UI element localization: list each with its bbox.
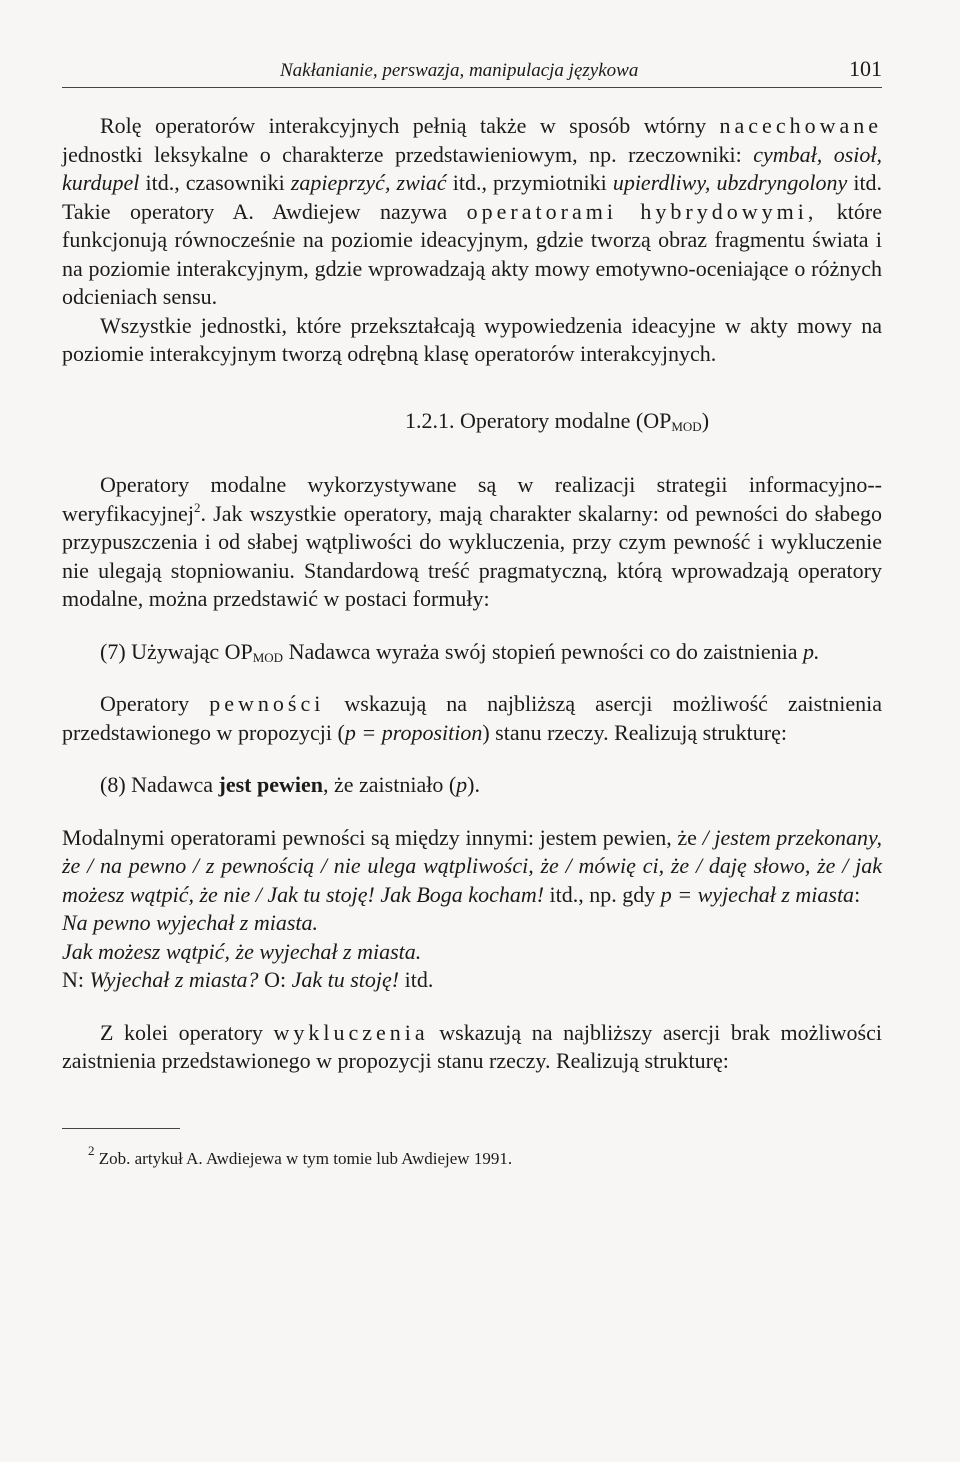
text-run: Operatory bbox=[100, 691, 190, 716]
italic-example: upierdliwy, ubzdryngolony bbox=[612, 170, 848, 195]
text-run: : bbox=[854, 881, 861, 907]
paragraph-certainty-examples bbox=[62, 824, 882, 910]
text-run: (7) Używając OP bbox=[100, 638, 253, 664]
running-title: Nakłanianie, perswazja, manipulacja językowa bbox=[280, 60, 639, 81]
paragraph-modal-operators bbox=[62, 471, 882, 614]
footnote bbox=[88, 1142, 882, 1174]
text-run: wskazują na najbliższą asercji możliwość zaistnienia przedstawionego w propozycji ( bbox=[62, 691, 883, 745]
text-run: itd., np. gdy bbox=[549, 881, 656, 907]
spaced-term: nacechowane bbox=[719, 113, 883, 138]
text-run: Rolę operatorów interakcyjnych pełnią także w sposób wtórny bbox=[100, 113, 707, 138]
example-lines bbox=[62, 909, 882, 995]
text-run: , że zaistniało ( bbox=[322, 772, 457, 797]
spaced-term: operatorami hybrydowymi, bbox=[466, 198, 818, 224]
text-run: itd. bbox=[404, 967, 434, 992]
text-run: wskazują na najbliższy asercji brak możliwości zaistnienia przedstawionego w propozycji stanu rzeczy. Realizują strukturę: bbox=[62, 1019, 882, 1073]
text-run: (8) Nadawca bbox=[100, 772, 213, 797]
italic-example: Wyjechał z miasta? bbox=[89, 967, 259, 992]
text-run: Z kolei operatory bbox=[100, 1019, 263, 1045]
paragraph-certainty-operators bbox=[62, 690, 882, 747]
example-line: Jak możesz wątpić, że wyjechał z miasta. bbox=[62, 938, 422, 964]
italic-variable: p. bbox=[802, 638, 820, 664]
footnote-marker: 2 bbox=[88, 1142, 95, 1158]
text-run: jednostki leksykalne o charakterze przedstawieniowym, np. rzeczowniki: bbox=[62, 141, 742, 167]
text-run: Nadawca wyraża swój stopień pewności co do zaistnienia bbox=[288, 638, 798, 664]
heading-subscript: MOD bbox=[671, 418, 702, 434]
subscript: MOD bbox=[252, 649, 284, 665]
italic-example: p = proposition bbox=[344, 719, 483, 745]
italic-example: Jak tu stoję! bbox=[291, 967, 400, 992]
paragraph-hybrid-operators bbox=[62, 112, 882, 312]
text-run: itd., przymiotniki bbox=[452, 170, 607, 195]
italic-example: p = wyjechał z miasta bbox=[660, 881, 855, 907]
text-run: . Jak wszystkie operatory, mają charakter skalarny: od pewności do słabego przypuszczenia i od słabej wątpliwości do wykluczenia, przy czym pewność i wykluczenie nie ulegają stopniowaniu. Standardową treść pragmatyczną, którą wprowadzają operatory modalne, można przedstawić w postaci formuły: bbox=[62, 500, 882, 611]
example-line bbox=[62, 966, 882, 995]
text-run: Modalnymi operatorami pewności są między innymi: jestem pewien, że bbox=[62, 824, 697, 850]
text-run: ) stanu rzeczy. Realizują strukturę: bbox=[482, 719, 787, 745]
bold-term: jest pewien bbox=[218, 772, 323, 797]
heading-text-end: ) bbox=[701, 407, 710, 433]
example-7 bbox=[62, 638, 882, 667]
text-run: itd., czasowniki bbox=[145, 170, 285, 195]
italic-example: / jestem przekonany, że / na pewno / z pewnością / nie ulega wątpliwości, że / mówię ci, że / daję słowo, że / jak możesz wątpić, że nie / Jak tu stoję! Jak Boga kocham! bbox=[62, 824, 883, 907]
footnote-ref[interactable]: 2 bbox=[193, 499, 201, 515]
text-run: O: bbox=[264, 967, 287, 992]
body-text bbox=[62, 112, 882, 1173]
heading-text: 1.2.1. Operatory modalne (OP bbox=[404, 407, 672, 433]
italic-example: zapieprzyć, zwiać bbox=[290, 170, 447, 195]
example-8 bbox=[62, 771, 882, 800]
italic-example: cymbał, osioł, kurdupel bbox=[62, 141, 882, 195]
text-run: Operatory modalne wykorzystywane są w realizacji strategii informacyjno--weryfikacyjnej bbox=[62, 472, 882, 526]
italic-variable: p bbox=[456, 772, 468, 797]
page-number: 101 bbox=[849, 56, 882, 81]
text-run: itd. Takie operatory A. Awdiejew nazywa bbox=[62, 170, 883, 224]
spaced-term: pewności bbox=[209, 691, 325, 716]
paragraph-interactive-units: Wszystkie jednostki, które przekształcają wypowiedzenia ideacyjne w akty mowy na poziomie interakcyjnym tworzą odrębną klasę operatorów interakcyjnych. bbox=[62, 312, 882, 366]
section-heading bbox=[62, 407, 882, 436]
text-run: N: bbox=[62, 967, 84, 992]
footnote-text: Zob. artykuł A. Awdiejewa w tym tomie lub Awdiejew 1991. bbox=[98, 1148, 513, 1168]
text-run: ). bbox=[467, 772, 480, 797]
running-head bbox=[62, 56, 882, 88]
example-line: Na pewno wyjechał z miasta. bbox=[62, 910, 319, 935]
text-run: które funkcjonują równocześnie na poziomie ideacyjnym, gdzie tworzą obraz fragmentu świata i na poziomie interakcyjnym, gdzie wprowadzają akty mowy emotywno-oceniające o różnych odcieniach sensu. bbox=[62, 198, 882, 309]
paragraph-exclusion-operators bbox=[62, 1019, 882, 1076]
footnote-divider bbox=[62, 1128, 180, 1129]
spaced-term: wykluczenia bbox=[273, 1019, 429, 1045]
